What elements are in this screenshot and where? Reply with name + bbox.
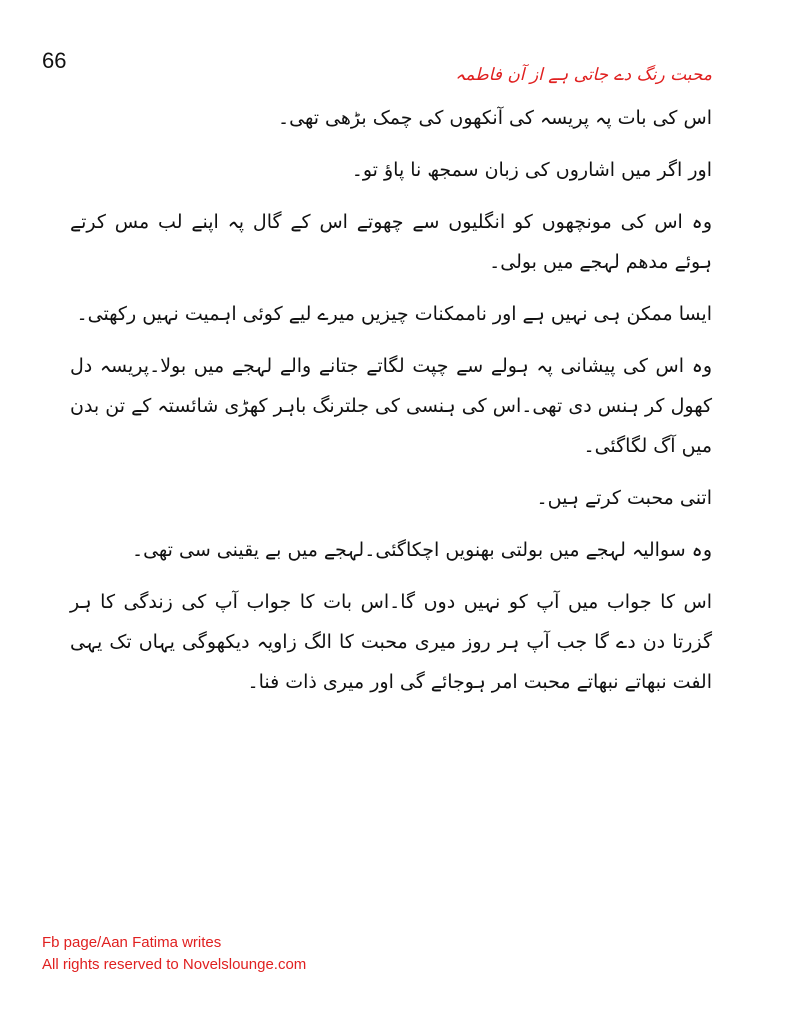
paragraph: اس کی بات پہ پریسہ کی آنکھوں کی چمک بڑھی تھی۔: [277, 107, 712, 129]
paragraph: وہ اس کی مونچھوں کو انگلیوں سے چھوتے اس کے گال پہ اپنے لب مس کرتے ہوئے مدھم لہجے میں بولی۔: [70, 211, 712, 273]
footer-credits: [42, 932, 306, 976]
body-text: [70, 98, 712, 714]
paragraph: اور اگر میں اشاروں کی زبان سمجھ نا پاؤ تو۔: [351, 159, 712, 181]
paragraph: وہ اس کی پیشانی پہ ہولے سے چپت لگاتے جتانے والے لہجے میں بولا۔پریسہ دل کھول کر ہنس دی تھی۔اس کی ہنسی کی جلترنگ باہر کھڑی شائستہ کے تن بدن میں آگ لگاگئی۔: [70, 355, 712, 457]
paragraph: اس کا جواب میں آپ کو نہیں دوں گا۔اس بات کا جواب آپ کی زندگی کا ہر گزرتا دن دے گا جب آپ ہر روز میری محبت کا الگ زاویہ دیکھوگی یہاں تک یہی الفت نبھاتے نبھاتے محبت امر ہوجائے گی اور میری ذات فنا۔: [70, 591, 712, 693]
paragraph: وہ سوالیہ لہجے میں بولتی بھنویں اچکاگئی۔لہجے میں بے یقینی سی تھی۔: [131, 539, 712, 561]
paragraph: ایسا ممکن ہی نہیں ہے اور ناممکنات چیزیں میرے لیے کوئی اہمیت نہیں رکھتی۔: [76, 303, 712, 325]
footer-fb-page: Fb page/Aan Fatima writes: [42, 934, 222, 951]
footer-rights: All rights reserved to Novelslounge.com: [42, 956, 307, 973]
page-number: 66: [42, 48, 67, 73]
paragraph: اتنی محبت کرتے ہیں۔: [536, 487, 712, 509]
running-header-title: محبت رنگ دے جاتی ہے از آن فاطمہ: [455, 65, 712, 85]
